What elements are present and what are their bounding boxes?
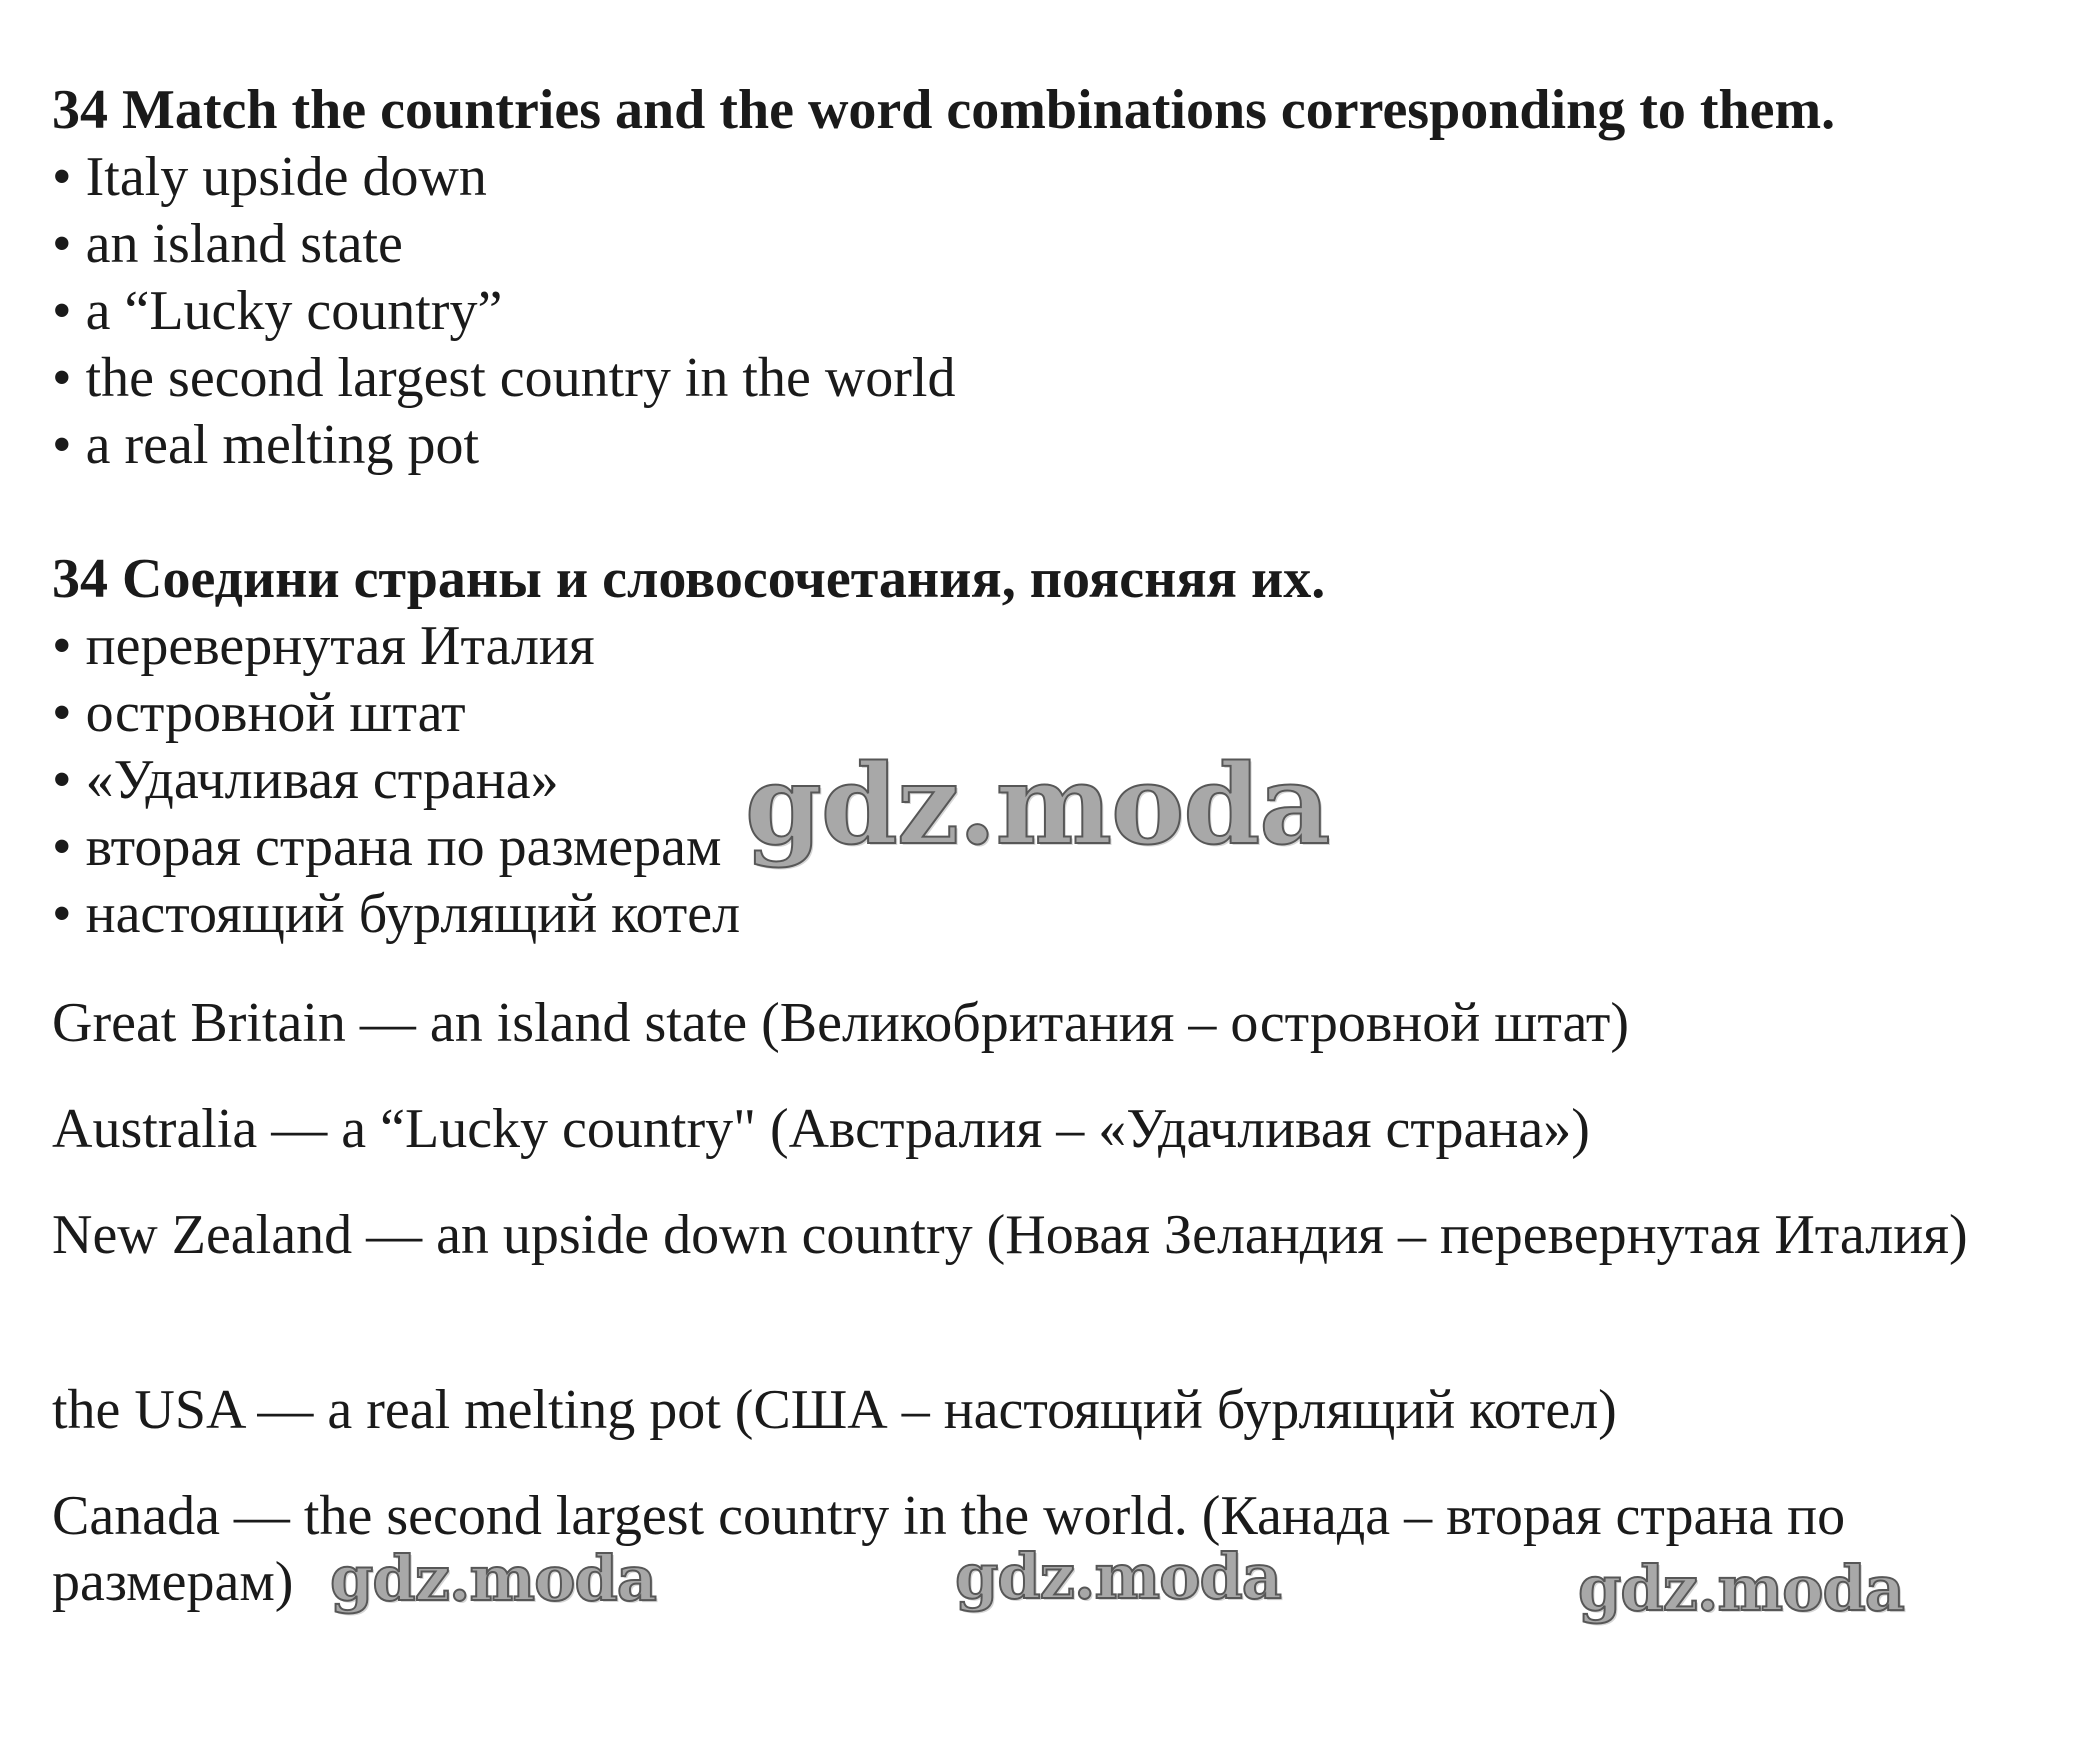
russian-item-3: • «Удачливая страна» [52,748,559,812]
russian-task-heading: 34 Соедини страны и словосочетания, поясняя их. [52,548,1326,610]
answer-usa: the USA — a real melting pot (США – настоящий бурлящий котел) [52,1379,1617,1441]
watermark-logo-main: gdz.moda [745,740,1330,869]
watermark-logo-footer-right: gdz.moda [1578,1552,1904,1625]
watermark-logo-footer-left: gdz.moda [330,1542,656,1615]
watermark-logo-footer-center: gdz.moda [955,1540,1281,1613]
answer-new-zealand: New Zealand — an upside down country (Новая Зеландия – перевернутая Италия) [52,1204,1968,1266]
english-item-5: • a real melting pot [52,413,479,477]
answer-australia: Australia — a “Lucky country" (Австралия – «Удачливая страна») [52,1098,1590,1160]
russian-item-4: • вторая страна по размерам [52,815,721,879]
russian-item-5: • настоящий бурлящий котел [52,882,740,946]
answer-canada: Canada — the second largest country in the world. (Канада – вторая страна по размерам) [52,1485,1846,1613]
russian-item-2: • островной штат [52,681,466,745]
english-item-2: • an island state [52,212,403,276]
russian-item-1: • перевернутая Италия [52,614,595,678]
english-item-1: • Italy upside down [52,145,487,209]
answer-great-britain: Great Britain — an island state (Великобритания – островной штат) [52,992,1630,1054]
english-item-3: • a “Lucky country” [52,279,502,343]
english-task-heading: 34 Match the countries and the word combinations corresponding to them. [52,79,1836,141]
english-item-4: • the second largest country in the world [52,346,955,410]
